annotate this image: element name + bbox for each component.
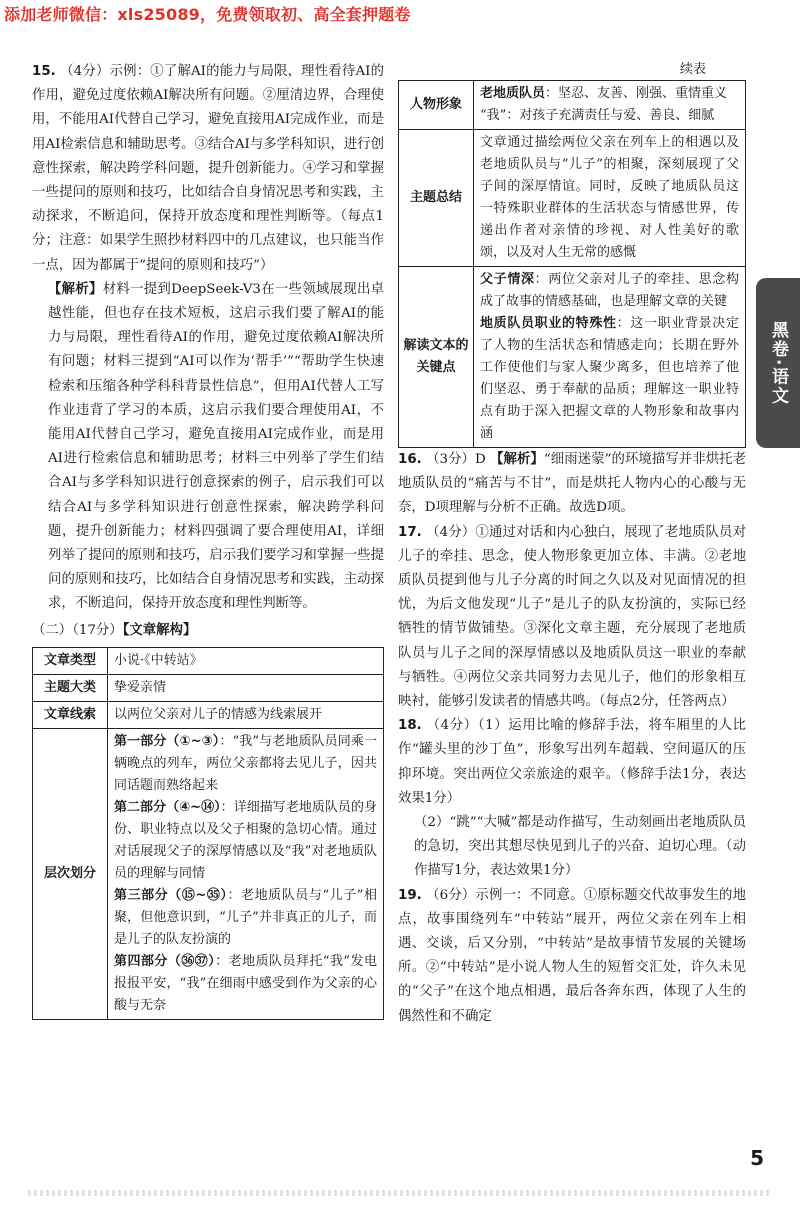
row-content: 小说·《中转站》 — [108, 647, 384, 674]
right-column — [398, 60, 746, 1029]
row-label: 主题大类 — [33, 674, 108, 701]
question-answer: （4分）（1）运用比喻的修辞手法，将车厢里的人比作“罐头里的沙丁鱼”，形象写出列车超载、空间逼仄的压抑环境。突出两位父亲旅途的艰辛。（修辞手法1分，表达效果1分） — [398, 718, 746, 806]
section-heading — [32, 619, 384, 643]
part-text: ：老地质队员拜托“我”发电报报平安，“我”在细雨中感受到作为父亲的心酸与无奈 — [114, 953, 377, 1013]
part-title: 第三部分（⑮~㉟） — [114, 887, 228, 903]
item-text: ：坚忍、友善、刚强、重情重义 — [545, 86, 728, 101]
analysis-label: 【解析】 — [490, 452, 544, 467]
table-row — [33, 728, 384, 1019]
row-line — [480, 105, 739, 127]
row-label: 文章线索 — [33, 701, 108, 728]
subject-side-tab: 黑卷·语文 — [756, 278, 800, 448]
question-number: 16. — [398, 452, 422, 467]
table-row — [399, 130, 746, 267]
part-4 — [114, 951, 377, 1017]
row-label: 人物形象 — [399, 81, 474, 130]
table-row — [399, 267, 746, 448]
analysis-text: “细雨迷蒙”的环境描写并非烘托老地质队员的“痛苦与不甘”，而是烘托人物内心的心酸与无奈，D项理解与分析不正确。故选D项。 — [398, 452, 746, 516]
analysis-label: 【解析】 — [48, 281, 103, 297]
question-17 — [398, 521, 746, 715]
row-content — [474, 267, 746, 448]
question-number: 19. — [398, 887, 422, 903]
question-number: 18. — [398, 718, 422, 734]
row-content — [108, 728, 384, 1019]
part-3 — [114, 885, 377, 951]
part-text: ：“我”与老地质队员同乘一辆晚点的列车，两位父亲都将去见儿子，因共同话题而熟络起来 — [114, 733, 377, 793]
row-line — [480, 269, 739, 313]
row-line — [480, 313, 739, 445]
section-tag: 【文章解构】 — [122, 622, 197, 638]
part-title: 第一部分（①~③） — [114, 733, 220, 749]
question-15 — [32, 60, 384, 278]
table-row — [33, 701, 384, 728]
item-text: “我”：对孩子充满责任与爱、善良、细腻 — [480, 108, 715, 123]
question-16 — [398, 448, 746, 521]
table-row — [399, 81, 746, 130]
row-content: 以两位父亲对儿子的情感为线索展开 — [108, 701, 384, 728]
item-title: 老地质队员 — [480, 86, 546, 101]
row-content — [474, 81, 746, 130]
part-text: ：详细描写老地质队员的身份、职业特点以及父子相聚的急切心情。通过对话展现父子的深厚情感以及“我”对老地质队员的理解与同情 — [114, 799, 377, 881]
analysis-text: 材料一提到DeepSeek-V3在一些领域展现出卓越性能，但也存在技术短板，这启示我们要了解AI的能力与局限，理性看待AI的作用，避免过度依赖AI解决所有问题；材料三提到“AI可以作为‘帮手’”“帮助学生快速检索和压缩各种学科科背景性信息”，但用AI代替人工写作业违背了学习的本质，这启示我们要合理使用AI，不能用AI代替自己学习，避免直接用AI完成作业，而是用AI进行检索信息和辅助思考；材料三中列举了学生们结合AI与多学科知识进行创意探索的例子，启示我们可以结合AI与多学科知识进行创意性探索，解决跨学科问题，提升创新能力；材料四强调了要合理使用AI，详细列举了提问的原则和技巧，启示我们要学习和掌握一些提问的原则和技巧，比如结合自身情况思考和实践，主动探求，不断追问，保持开放态度和理性判断等。 — [48, 281, 385, 612]
structure-table — [32, 647, 384, 1020]
question-answer: （3分）D — [426, 452, 486, 467]
row-label: 层次划分 — [33, 728, 108, 1019]
item-title: 地质队员职业的特殊性 — [480, 316, 617, 331]
question-15-analysis — [32, 278, 384, 617]
page-number: 5 — [750, 1146, 764, 1170]
part-title: 第四部分（㊱㊲） — [114, 953, 216, 969]
part-2 — [114, 797, 377, 885]
question-18 — [398, 714, 746, 811]
row-label: 主题总结 — [399, 130, 474, 267]
question-answer: （4分）①通过对话和内心独白，展现了老地质队员对儿子的牵挂、思念，使人物形象更加立体、丰满。②老地质队员提到他与儿子分离的时间之久以及对见面情况的担忧，为后文他发现“儿子”是儿子的队友扮演的，实际已经牺牲的情节做铺垫。③深化文章主题，充分展现了老地质队员与儿子之间的深厚情感以及地质队员这一职业的奉献与牺牲。④两位父亲共同努力去见儿子，他们的形象相互映衬，能够引发读者的情感共鸣。（每点2分，任答两点） — [398, 524, 746, 710]
row-line — [480, 83, 739, 105]
row-content: 挚爱亲情 — [108, 674, 384, 701]
part-title: 第二部分（④~⑭） — [114, 799, 221, 815]
question-18-part2: （2）“跳”“大喊”都是动作描写，生动刻画出老地质队员的急切，突出其想尽快见到儿子的兴奋、迫切心理。（动作描写1分，表达效果1分） — [414, 815, 746, 879]
part-text: ：老地质队员与“儿子”相聚，但他意识到，“儿子”并非真正的儿子，而是儿子的队友扮演的 — [114, 887, 377, 947]
continued-label: 续表 — [679, 62, 706, 77]
question-number: 15. — [32, 64, 56, 79]
structure-table-continued — [398, 80, 746, 448]
footer-decoration — [28, 1190, 772, 1196]
table-row — [33, 647, 384, 674]
item-text: ：这一职业背景决定了人物的生活状态和情感走向；长期在野外工作使他们与家人聚少离多，但也培养了他们坚忍、勇于奉献的品质；理解这一职业特点有助于深入把握文章的人物形象和故事内涵 — [480, 316, 739, 441]
section-title: （二）（17分） — [32, 622, 123, 638]
question-19 — [398, 884, 746, 1029]
question-answer: （4分）示例：①了解AI的能力与局限，理性看待AI的作用，避免过度依赖AI解决所有问题。②厘清边界，合理使用，不能用AI代替自己学习，避免直接用AI完成作业，而是用AI检索信息和辅助思考。③结合AI与多学科知识，进行创意性探索，解决跨学科问题，提升创新能力。④学习和掌握一些提问的原则和技巧，比如结合自身情况思考和实践，主动探求，不断追问，保持开放态度和理性判断等。（每点1分；注意：如果学生照抄材料四中的几点建议，也只能当作一点，因为都属于“提问的原则和技巧”） — [32, 64, 384, 273]
question-answer: （6分）示例一：不同意。①原标题交代故事发生的地点，故事围绕列车“中转站”展开，两位父亲在列车上相遇、交谈，后又分别，“中转站”是故事情节发展的关键场所。②“中转站”是小说人物人生的短暂交汇处，许久未见的“父子”在这个地点相遇，最后各奔东西，体现了人生的偶然性和不确定 — [398, 887, 746, 1024]
part-1 — [114, 731, 377, 797]
table-row — [33, 674, 384, 701]
row-label: 解读文本的关键点 — [399, 267, 474, 448]
left-column — [32, 60, 384, 1020]
question-number: 17. — [398, 524, 422, 540]
item-title: 父子情深 — [480, 272, 535, 287]
item-text: ：两位父亲对儿子的牵挂、思念构成了故事的情感基础，也是理解文章的关键 — [480, 272, 739, 309]
row-label: 文章类型 — [33, 647, 108, 674]
row-content: 文章通过描绘两位父亲在列车上的相遇以及老地质队员与“儿子”的相聚，深刻展现了父子间的深厚情谊。同时，反映了地质队员这一特殊职业群体的生活状态与情感世界，传递出作者对亲情的珍视、对人性美好的歌颂，以及对人生无常的感慨 — [474, 130, 746, 267]
watermark-text: 添加老师微信：xls25089，免费领取初、高全套押题卷 — [4, 5, 411, 24]
